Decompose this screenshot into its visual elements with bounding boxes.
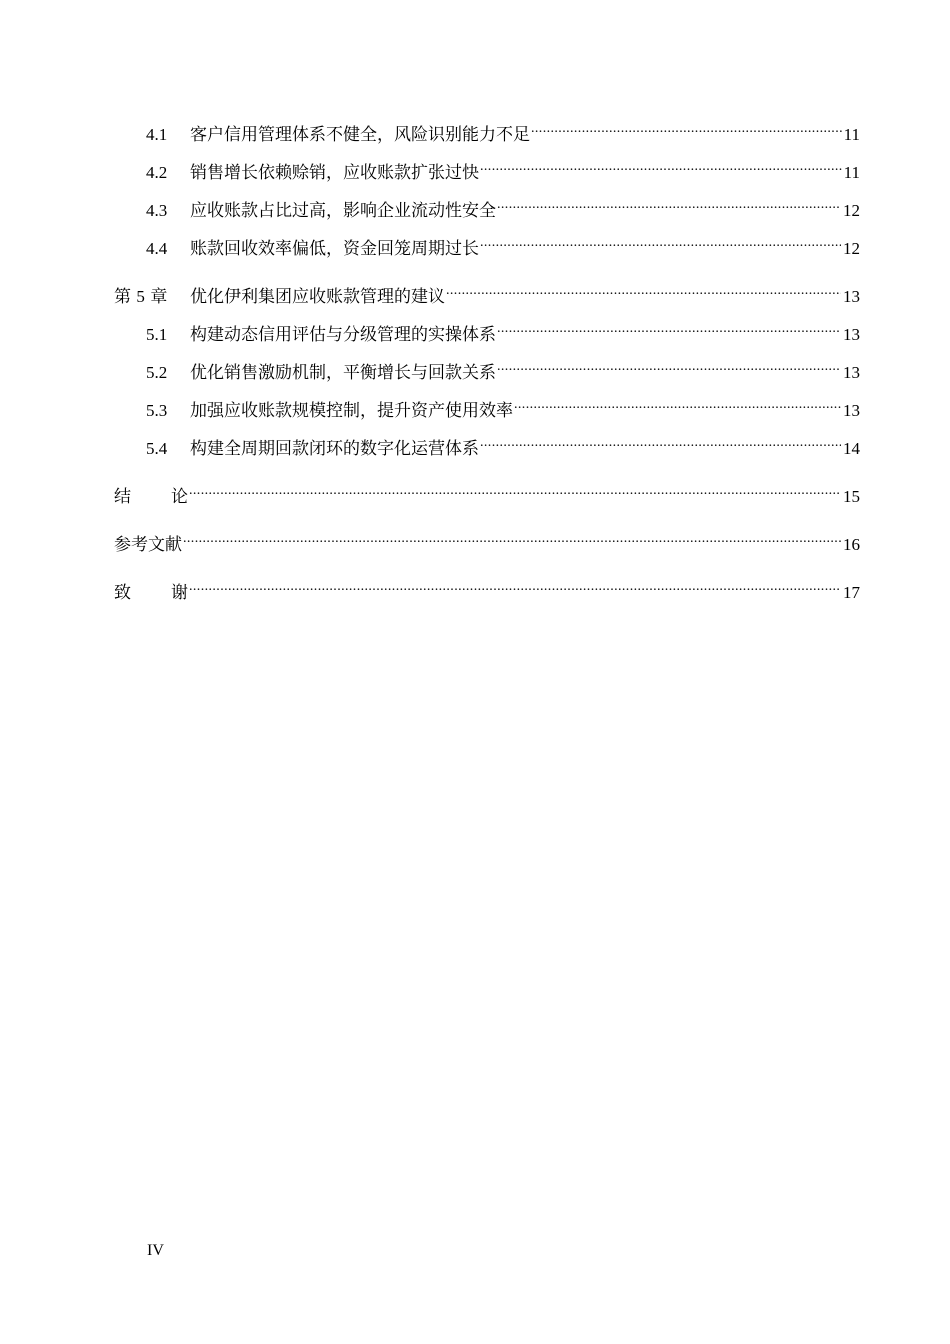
page-footer-number: IV <box>147 1242 164 1259</box>
toc-entry-number: 4.2 <box>146 163 168 182</box>
acknowledgement-title <box>114 582 188 604</box>
conclusion-page: 15 <box>843 487 860 506</box>
toc-entry-page: 12 <box>843 201 860 220</box>
acknowledgement-char-1: 致 <box>114 583 171 603</box>
toc-entry-5-3[interactable] <box>114 394 860 422</box>
dot-leader <box>189 576 841 598</box>
toc-entry-title: 构建全周期回款闭环的数字化运营体系 <box>190 439 479 459</box>
dot-leader <box>480 232 841 254</box>
dot-leader <box>514 394 841 416</box>
toc-entry-title: 加强应收账款规模控制，提升资产使用效率 <box>190 401 513 421</box>
toc-entry-5-2[interactable] <box>114 356 860 384</box>
chapter-title: 优化伊利集团应收账款管理的建议 <box>190 287 445 307</box>
toc-entry-number: 4.4 <box>146 239 168 258</box>
toc-entry-page: 14 <box>843 439 860 458</box>
chapter-number <box>114 286 190 308</box>
toc-entry-4-2[interactable] <box>114 156 860 184</box>
toc-entry-number: 5.2 <box>146 363 168 382</box>
dot-leader <box>446 280 841 302</box>
toc-chapter-5[interactable] <box>114 280 860 308</box>
toc-entry-5-1[interactable] <box>114 318 860 346</box>
toc-entry-4-3[interactable] <box>114 194 860 222</box>
dot-leader <box>480 432 841 454</box>
toc-acknowledgement[interactable] <box>114 576 860 604</box>
toc-entry-number: 5.1 <box>146 325 168 344</box>
toc-entry-page: 12 <box>843 239 860 258</box>
toc-references[interactable] <box>114 528 860 556</box>
dot-leader <box>497 318 841 340</box>
chapter-digit: 5 <box>136 287 145 306</box>
dot-leader <box>183 528 841 550</box>
toc-entry-title: 账款回收效率偏低，资金回笼周期过长 <box>190 239 479 259</box>
dot-leader <box>480 156 842 178</box>
chapter-prefix: 第 <box>114 287 131 307</box>
toc-entry-4-4[interactable] <box>114 232 860 260</box>
toc-entry-4-1[interactable] <box>114 118 860 146</box>
toc-entry-page: 11 <box>843 125 860 144</box>
acknowledgement-char-2: 谢 <box>171 583 188 603</box>
toc-entry-number: 4.3 <box>146 201 168 220</box>
table-of-contents <box>114 118 860 604</box>
toc-entry-title: 构建动态信用评估与分级管理的实操体系 <box>190 325 496 345</box>
toc-entry-title: 销售增长依赖赊销，应收账款扩张过快 <box>190 163 479 183</box>
toc-entry-title: 应收账款占比过高，影响企业流动性安全 <box>190 201 496 221</box>
references-title: 参考文献 <box>114 535 182 555</box>
references-page: 16 <box>843 535 860 554</box>
chapter-page: 13 <box>843 287 860 306</box>
dot-leader <box>497 356 841 378</box>
toc-entry-title: 客户信用管理体系不健全，风险识别能力不足 <box>190 125 530 145</box>
chapter-suffix: 章 <box>150 287 168 307</box>
dot-leader <box>497 194 841 216</box>
toc-entry-number: 5.3 <box>146 401 168 420</box>
conclusion-char-2: 论 <box>171 487 188 507</box>
toc-entry-page: 13 <box>843 363 860 382</box>
toc-entry-number: 5.4 <box>146 439 168 458</box>
toc-entry-page: 13 <box>843 325 860 344</box>
toc-conclusion[interactable] <box>114 480 860 508</box>
toc-entry-page: 11 <box>843 163 860 182</box>
toc-entry-title: 优化销售激励机制，平衡增长与回款关系 <box>190 363 496 383</box>
toc-entry-page: 13 <box>843 401 860 420</box>
dot-leader <box>189 480 841 502</box>
toc-entry-5-4[interactable] <box>114 432 860 460</box>
dot-leader <box>531 118 842 140</box>
acknowledgement-page: 17 <box>843 583 860 602</box>
conclusion-title <box>114 486 188 508</box>
toc-entry-number: 4.1 <box>146 125 168 144</box>
conclusion-char-1: 结 <box>114 487 171 507</box>
